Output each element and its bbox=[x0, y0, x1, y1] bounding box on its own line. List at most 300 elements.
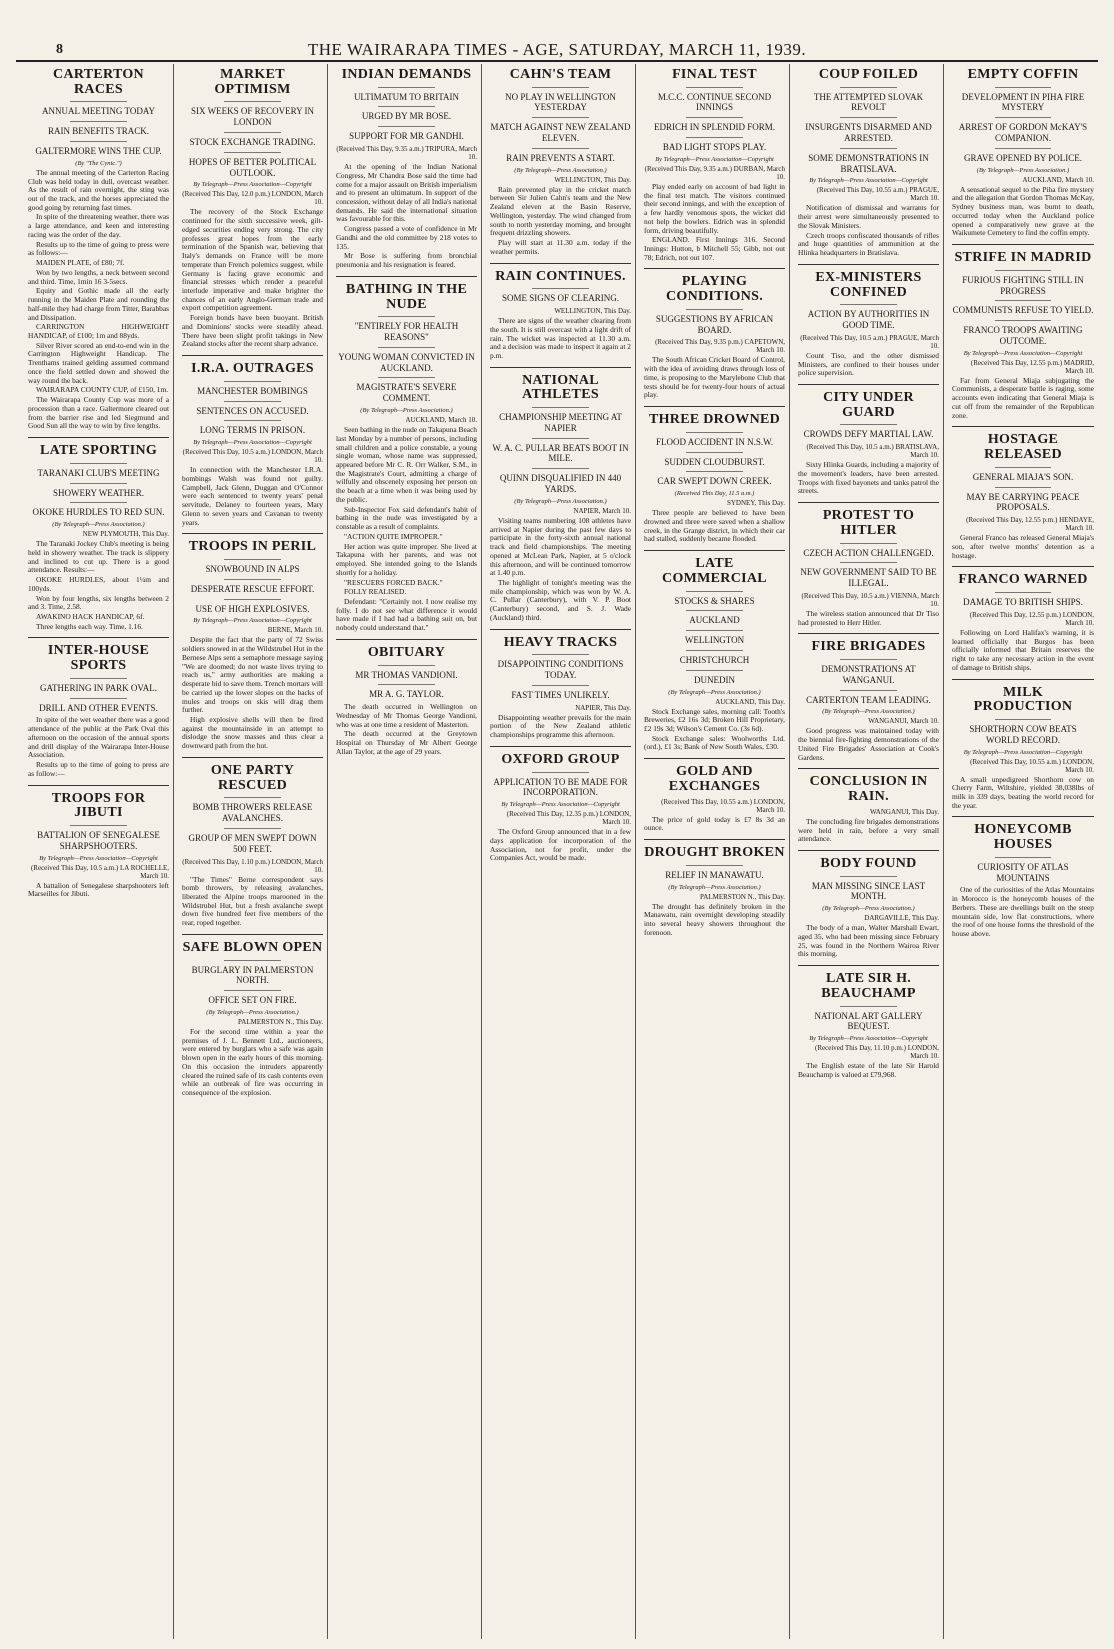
article-paragraph: For the second time within a year the premises of J. L. Bennett Ltd., auctioneers, were entered by burglars who a safe was again blown open in the early hours of this morning. On this occasion the intruders apparently cleared the ruined safe of its cash contents even while an outbreak of fire was occurring in consequence of the explosion. bbox=[182, 1027, 323, 1098]
article-body bbox=[798, 727, 939, 762]
article-paragraph: Won by two lengths, a neck between second and third. Time, 1min 16 3-5secs. bbox=[28, 267, 169, 286]
article-subheading: SUPPORT FOR MR GANDHI. bbox=[349, 131, 464, 142]
article-divider bbox=[644, 839, 785, 840]
article-subheading: DEVELOPMENT IN PIHA FIRE MYSTERY bbox=[961, 91, 1085, 113]
article-divider bbox=[336, 639, 477, 640]
article bbox=[182, 355, 323, 527]
article-paragraph: MAIDEN PLATE, of £80; 7f. bbox=[36, 258, 125, 268]
article-paragraph: The price of gold today is £7 8s 3d an ounce. bbox=[644, 814, 785, 833]
sub-rule bbox=[532, 772, 588, 773]
article bbox=[798, 850, 939, 959]
sub-rule bbox=[378, 316, 434, 317]
article-paragraph: There are signs of the weather clearing from the south. It is still overcast with a light drift of rain. The wicket was inspected at 11.30 a.m. and a decision was made to inspect it again at 2 p.m. bbox=[490, 316, 631, 360]
column-1 bbox=[24, 64, 174, 1639]
sub-rule bbox=[224, 579, 280, 580]
article-subheading: USE OF HIGH EXPLOSIVES. bbox=[195, 603, 310, 614]
article-dateline: AUCKLAND, This Day. bbox=[715, 697, 785, 706]
article-divider bbox=[644, 758, 785, 759]
article-headline: HOSTAGE RELEASED bbox=[984, 432, 1062, 463]
sub-rule bbox=[686, 591, 742, 592]
article-paragraph: High explosive shells will then be fired against the mountainside in an attempt to dislodge the snow masses and thus clear a downward path from the hut. bbox=[182, 715, 323, 751]
article-divider bbox=[952, 566, 1094, 567]
article bbox=[28, 68, 169, 431]
article bbox=[952, 566, 1094, 672]
article-paragraph: Disappointing weather prevails for the main portion of the New Zealand athletic championships programme this afternoon. bbox=[490, 712, 631, 740]
article bbox=[798, 633, 939, 762]
article-headline: BODY FOUND bbox=[820, 855, 917, 871]
sub-rule bbox=[686, 610, 742, 611]
sub-rule bbox=[686, 670, 742, 671]
article-body bbox=[182, 636, 323, 751]
article-subheading: BURGLARY IN PALMERSTON NORTH. bbox=[191, 964, 314, 986]
article-subheading: CROWDS DEFY MARTIAL LAW. bbox=[803, 429, 934, 440]
article-body bbox=[490, 714, 631, 740]
article-body bbox=[798, 1062, 939, 1079]
article-body bbox=[644, 708, 785, 753]
article bbox=[952, 816, 1094, 938]
article-paragraph: The South African Cricket Board of Control, with the idea of avoiding draws through loss of time, is proposing to the Marylebone Club that tests should be for twenty-four hours of actual play. bbox=[644, 355, 785, 400]
article-body bbox=[336, 163, 477, 270]
article-dateline: NEW PLYMOUTH, This Day. bbox=[82, 530, 169, 539]
article-divider bbox=[798, 384, 939, 385]
sub-rule bbox=[840, 543, 896, 544]
article-body bbox=[182, 1028, 323, 1098]
article-subheading: FAST TIMES UNLIKELY. bbox=[511, 689, 610, 700]
article-dateline: DARGAVILLE, This Day. bbox=[864, 914, 939, 923]
article-headline: CONCLUSION IN RAIN. bbox=[809, 774, 928, 805]
article-credit: (By Telegraph—Press Association.) bbox=[822, 708, 915, 716]
sub-rule bbox=[532, 654, 588, 655]
article-headline: LATE COMMERCIAL bbox=[662, 556, 767, 586]
article-subheading: RELIEF IN MANAWATU. bbox=[665, 869, 764, 880]
article-paragraph: WAIRARAPA COUNTY CUP, of £150, 1m. bbox=[36, 385, 169, 395]
article-paragraph: The Oxford Group announced that in a few days application for incorporation of the Association, not for profit, under the Companies Act, would be made. bbox=[490, 827, 631, 863]
sub-rule bbox=[224, 990, 280, 991]
article-subheading: RAIN PREVENTS A START. bbox=[506, 152, 615, 163]
article-paragraph: Far from General Miaja subjugating the Communists, a desperate battle is raging, some accounts even indicating that General Miaja is cut off from the remainder of the Republican zone. bbox=[952, 375, 1094, 420]
sub-rule bbox=[532, 288, 588, 289]
sub-rule bbox=[995, 300, 1052, 301]
sub-rule bbox=[686, 87, 742, 88]
article-subheading: QUINN DISQUALIFIED IN 440 YARDS. bbox=[499, 473, 622, 495]
article-paragraph: Seen bathing in the nude on Takapuna Beach last Monday by a number of persons, including small children and a police constable, a young single woman, whose name was suppressed, appeared before Mr C. R. Orr Walker, S.M., in the Magistrate's Court, admitting a charge of wilfully and obscenely exposing her person on the beach at a time when it was being used by the public. bbox=[336, 425, 477, 504]
article-headline: CARTERTON RACES bbox=[53, 67, 144, 97]
sub-rule bbox=[995, 87, 1052, 88]
article-credit: (By Telegraph—Press Association.) bbox=[360, 407, 453, 415]
article-divider bbox=[798, 633, 939, 634]
article-subheading: YOUNG WOMAN CONVICTED IN AUCKLAND. bbox=[338, 351, 475, 373]
sub-rule bbox=[224, 101, 280, 102]
article-paragraph: Silver River scored an end-to-end win in the Carrington Highweight Handicap. The Trenthams trained gelding assumed command once the field settled down and showed the way round the back. bbox=[28, 340, 169, 385]
article-divider bbox=[182, 934, 323, 935]
article-credit: By Telegraph—Press Association—Copyright bbox=[963, 349, 1083, 357]
article-body bbox=[28, 882, 169, 899]
article-dateline: (Received This Day, 12.55 p.m.) HENDAYE, March 10. bbox=[966, 516, 1094, 533]
article-subheading: CAR SWEPT DOWN CREEK. bbox=[657, 476, 772, 487]
article-dateline: (Received This Day, 12.35 p.m.) LONDON, March 10. bbox=[506, 810, 631, 827]
article-headline: MARKET OPTIMISM bbox=[214, 67, 291, 97]
article-divider bbox=[952, 244, 1094, 245]
article-paragraph: AWAKINO HACK HANDICAP, 6f. bbox=[36, 612, 145, 622]
article-headline: DROUGHT BROKEN bbox=[644, 845, 785, 861]
article bbox=[28, 437, 169, 631]
article-subheading: NEW GOVERNMENT SAID TO BE ILLEGAL. bbox=[800, 567, 937, 589]
article-subheading: FLOOD ACCIDENT IN N.S.W. bbox=[655, 436, 773, 447]
article-body bbox=[798, 461, 939, 496]
article-subheading: SUGGESTIONS BY AFRICAN BOARD. bbox=[655, 313, 774, 335]
article-paragraph: Rain prevented play in the cricket match between Sir Julien Cahn's team and the New Zealand eleven at the Basin Reserve, Wellington, yesterday. The wind changed from south to north yesterday morning, and brought frequent drizzling showers. bbox=[490, 184, 631, 238]
article-credit: (By Telegraph—Press Association.) bbox=[206, 1009, 299, 1016]
article-subheading: DAMAGE TO BRITISH SHIPS. bbox=[963, 597, 1083, 608]
article-headline: OBITUARY bbox=[367, 644, 446, 660]
article-body bbox=[336, 426, 477, 633]
article bbox=[798, 502, 939, 627]
article bbox=[952, 679, 1094, 811]
article-body bbox=[490, 828, 631, 863]
masthead-title: THE WAIRARAPA TIMES - AGE, SATURDAY, MARCH 11, 1939. bbox=[307, 40, 807, 59]
article-paragraph: OKOKE HURDLES, about 1¼m and 100yds. bbox=[28, 575, 169, 593]
article bbox=[644, 406, 785, 544]
article-paragraph: Three people are believed to have been drowned and three were saved when a shallow creek, in the Grange district, in which their car had stalled, suddenly became flooded. bbox=[644, 508, 785, 544]
article-paragraph: Congress passed a vote of confidence in Mr Gandhi and the old committee by 218 votes to 135. bbox=[336, 224, 477, 251]
article-divider bbox=[490, 263, 631, 264]
article-subheading: MR THOMAS VANDIONI. bbox=[355, 669, 458, 680]
article-dateline: (Received This Day, 9.35 p.m.) CAPETOWN, March 10. bbox=[655, 338, 785, 355]
sub-rule bbox=[686, 471, 742, 472]
column-2 bbox=[178, 64, 328, 1639]
article-paragraph: Defendant: "Certainly not. I now realise my folly. I do not see what difference it would have made if I had had a bathing suit on, but nobody could understand that." bbox=[336, 597, 477, 633]
article-divider bbox=[182, 533, 323, 534]
article-dateline: (Received This Day, 10.55 a.m.) PRAGUE, March 10. bbox=[816, 186, 939, 203]
article-paragraph: Following on Lord Halifax's warning, it is learned officially that Burgos has been officially informed that Britain reserves the right to take any necessary action in the event of damage to British ships. bbox=[952, 627, 1094, 672]
article-paragraph: In spite of the wet weather there was a good attendance of the public at the Park Oval this afternoon on the occasion of the annual sports and drill display of the Wairarapa Inter-House Association. bbox=[28, 715, 169, 760]
article-paragraph: The concluding fire brigades demonstrations were held in rain, before a very small attendance. bbox=[798, 816, 939, 844]
sub-rule bbox=[840, 424, 896, 425]
sub-rule bbox=[995, 592, 1052, 593]
article-subheading: GENERAL MIAJA'S SON. bbox=[972, 471, 1074, 482]
article-credit: By Telegraph—Press Association—Copyright bbox=[809, 177, 928, 185]
article-body bbox=[28, 716, 169, 778]
article-dateline: (Received This Day, 10.55 a.m.) LONDON, March 10. bbox=[661, 797, 785, 814]
article-divider bbox=[952, 426, 1094, 427]
article-headline: BATHING IN THE NUDE bbox=[345, 281, 468, 312]
article-paragraph: General Franco has released General Miaja's son, after twelve months' detention as a hostage. bbox=[952, 533, 1094, 560]
article-subheading: SENTENCES ON ACCUSED. bbox=[196, 405, 309, 416]
article-body bbox=[182, 876, 323, 928]
article-paragraph: Results up to the time of going to press are as follow:— bbox=[28, 760, 169, 778]
article-subheading: WELLINGTON bbox=[684, 635, 745, 646]
article-headline: PLAYING CONDITIONS. bbox=[665, 274, 764, 305]
article-subheading: BATTALION OF SENEGALESE SHARPSHOOTERS. bbox=[37, 829, 160, 851]
sub-rule bbox=[378, 87, 434, 88]
article-paragraph: The drought has definitely broken in the Manawatu, rain overnight developing steadily into several heavy showers throughout the forenoon. bbox=[644, 901, 785, 937]
article-subheading: ACTION BY AUTHORITIES IN GOOD TIME. bbox=[807, 309, 930, 331]
article-paragraph: Mr Bose is suffering from bronchial pneumonia and his resignation is feared. bbox=[336, 251, 477, 270]
article-paragraph: A sensational sequel to the Piha fire mystery and the allegation that Gordon Thomas McKay, Sydney business man, was burnt to death, occurred today when the Auckland police opened a comparatively new grave at the Waikumete Cemetery to find the coffin empty. bbox=[952, 184, 1094, 238]
article bbox=[490, 629, 631, 740]
article-divider bbox=[798, 502, 939, 503]
article-credit: (By Telegraph—Press Association.) bbox=[976, 166, 1070, 174]
article-credit: By Telegraph—Press Association—Copyright bbox=[193, 617, 312, 625]
article bbox=[952, 244, 1094, 420]
article-paragraph: Visiting teams numbering 108 athletes have arrived at Napier during the past few days to participate in the forty-sixth annual national track and field championships. The meeting opened at McLean Park, Napier, at 5 o'clock this afternoon, and will be continued tomorrow at 1.40 p.m. bbox=[490, 515, 631, 578]
article-headline: HEAVY TRACKS bbox=[503, 634, 618, 650]
article-dateline: (Received This Day, 10.5 a.m.) LONDON, March 10. bbox=[182, 448, 323, 465]
article-body bbox=[490, 317, 631, 361]
article bbox=[644, 268, 785, 400]
sub-rule bbox=[224, 797, 280, 798]
article bbox=[644, 839, 785, 937]
article bbox=[182, 934, 323, 1098]
article-subheading: OKOKE HURDLES TO RED SUN. bbox=[32, 507, 165, 518]
article-subheading: SOME SIGNS OF CLEARING. bbox=[501, 293, 619, 304]
sub-rule bbox=[686, 865, 742, 866]
article-dateline: WELLINGTON, This Day. bbox=[554, 175, 631, 184]
article-subheading: SNOWBOUND IN ALPS bbox=[205, 564, 300, 575]
article-dateline: SYDNEY, This Day. bbox=[726, 499, 785, 508]
sub-rule bbox=[995, 270, 1052, 271]
article-subheading: STOCK EXCHANGE TRADING. bbox=[189, 136, 316, 147]
masthead bbox=[16, 34, 1098, 62]
sub-rule bbox=[224, 960, 280, 961]
article-body bbox=[28, 540, 169, 631]
sub-rule bbox=[840, 87, 896, 88]
article-credit: (By Telegraph—Press Association.) bbox=[668, 688, 761, 696]
sub-rule bbox=[70, 121, 126, 122]
article-divider bbox=[644, 268, 785, 269]
sub-rule bbox=[995, 857, 1052, 858]
sub-rule bbox=[686, 309, 742, 310]
sub-rule bbox=[70, 141, 126, 142]
article-dateline: (Received This Day, 12.55 p.m.) LONDON, March 10. bbox=[969, 610, 1094, 627]
article-body bbox=[644, 903, 785, 938]
article-subheading: BOMB THROWERS RELEASE AVALANCHES. bbox=[192, 802, 313, 824]
article-dateline: BERNE, March 10. bbox=[267, 626, 323, 635]
article-dateline: NAPIER, This Day. bbox=[575, 703, 631, 712]
article-paragraph: A battalion of Senegalese sharpshooters left Marseilles for Jibuti. bbox=[28, 880, 169, 899]
article-subheading: CHRISTCHURCH bbox=[679, 654, 750, 665]
sub-rule bbox=[224, 828, 280, 829]
article bbox=[490, 263, 631, 361]
article-subheading: APPLICATION TO BE MADE FOR INCORPORATION. bbox=[493, 776, 628, 798]
article bbox=[182, 533, 323, 751]
article-body bbox=[798, 818, 939, 844]
article-credit: (By Telegraph—Press Association.) bbox=[514, 497, 607, 505]
column-7 bbox=[948, 64, 1098, 1639]
article-body bbox=[336, 703, 477, 756]
article-headline: INDIAN DEMANDS bbox=[341, 67, 472, 82]
article-paragraph: "RESCUERS FORCED BACK." bbox=[344, 577, 443, 587]
column-5 bbox=[640, 64, 790, 1639]
sub-rule bbox=[840, 876, 896, 877]
article-body bbox=[798, 352, 939, 378]
article-dateline: AUCKLAND, March 10. bbox=[405, 416, 477, 425]
article-headline: EX-MINISTERS CONFINED bbox=[815, 269, 922, 300]
article-divider bbox=[490, 629, 631, 630]
article bbox=[798, 768, 939, 844]
sub-rule bbox=[378, 106, 434, 107]
article-credit: By Telegraph—Press Association—Copyright bbox=[193, 181, 312, 189]
article bbox=[798, 68, 939, 258]
article bbox=[28, 637, 169, 778]
article-divider bbox=[182, 355, 323, 356]
article bbox=[798, 965, 939, 1079]
article-body bbox=[952, 186, 1094, 238]
sub-rule bbox=[686, 432, 742, 433]
article-subheading: SOME DEMONSTRATIONS IN BRATISLAVA. bbox=[808, 152, 929, 174]
article-headline: CAHN'S TEAM bbox=[509, 67, 612, 82]
article-subheading: DEMONSTRATIONS AT WANGANUI. bbox=[821, 664, 916, 685]
article bbox=[336, 68, 477, 270]
sub-rule bbox=[532, 407, 588, 408]
article-dateline: WANGANUI, March 10. bbox=[868, 717, 939, 726]
sub-rule bbox=[224, 152, 280, 153]
article bbox=[798, 264, 939, 378]
columns-container bbox=[24, 64, 1106, 1644]
sub-rule bbox=[840, 117, 896, 118]
sub-rule bbox=[70, 463, 126, 464]
article-subheading: DRILL AND OTHER EVENTS. bbox=[39, 702, 158, 713]
article-body bbox=[644, 356, 785, 400]
article-headline: TROOPS FOR JIBUTI bbox=[51, 790, 146, 821]
article-dateline: NAPIER, March 10. bbox=[573, 506, 631, 515]
sub-rule bbox=[840, 1006, 896, 1007]
article-paragraph: In connection with the Manchester I.R.A. bombings Walsh was found not guilty. Campbell, Jack Glenn, Duggan and O'Connor were each sentenced to twenty years' penal servitude, Delaney to fourteen years, Mary Glenn to seven years and Cavanan to twenty years. bbox=[182, 465, 323, 527]
sub-rule bbox=[224, 401, 280, 402]
article-subheading: URGED BY MR BOSE. bbox=[361, 111, 452, 122]
article-paragraph: In spite of the threatening weather, there was a large attendance, and keen and interesting racing was the order of the day. bbox=[28, 212, 169, 239]
article-subheading: MR A. G. TAYLOR. bbox=[369, 689, 444, 700]
article-subheading: THE ATTEMPTED SLOVAK REVOLT bbox=[813, 91, 924, 113]
article-headline: FIRE BRIGADES bbox=[811, 639, 926, 655]
article-subheading: GROUP OF MEN SWEPT DOWN 500 FEET. bbox=[188, 832, 317, 854]
article-subheading: TARANAKI CLUB'S MEETING bbox=[37, 467, 160, 478]
article-divider bbox=[28, 637, 169, 638]
sub-rule bbox=[378, 347, 434, 348]
article-subheading: MATCH AGAINST NEW ZEALAND ELEVEN. bbox=[490, 122, 631, 144]
article-dateline: AUCKLAND, March 10. bbox=[1022, 175, 1094, 184]
article-paragraph: Foreign bonds have been buoyant. British and Dominions' stocks were steadily ahead. There have been slight profit takings in New Zealand stocks after the recent sharp advance. bbox=[182, 313, 323, 349]
article-paragraph: Sub-Inspector Fox said defendant's habit of bathing in the nude was investigated by a constable as a result of complaints. bbox=[336, 504, 477, 532]
article-subheading: GATHERING IN PARK OVAL. bbox=[39, 682, 157, 693]
article-paragraph: One of the curiosities of the Atlas Mountains in Morocco is the honeycomb houses of the Berbers. These are dwellings built on the steep mountain side, low flat constructions, where the roof of one house forms the threshold of the house above. bbox=[952, 885, 1094, 939]
article-dateline: WELLINGTON, This Day. bbox=[554, 307, 631, 316]
article bbox=[490, 746, 631, 863]
sub-rule bbox=[224, 420, 280, 421]
article-body bbox=[798, 610, 939, 627]
article-divider bbox=[490, 746, 631, 747]
article-subheading: GALTERMORE WINS THE CUP. bbox=[35, 145, 162, 156]
article bbox=[644, 68, 785, 262]
article-body bbox=[644, 509, 785, 544]
article-headline: GOLD AND EXCHANGES bbox=[668, 764, 761, 794]
sub-rule bbox=[70, 483, 126, 484]
article-credit: (By Telegraph—Press Association.) bbox=[514, 166, 607, 174]
article-paragraph: FOLLY REALISED. bbox=[344, 587, 407, 597]
article-paragraph: The English estate of the late Sir Harold Beauchamp is valued at £79,968. bbox=[798, 1061, 939, 1079]
article-dateline: (Received This Day, 11.10 p.m.) LONDON, March 10. bbox=[815, 1044, 939, 1061]
article-paragraph: Good progress was maintained today with the biennial fire-fighting demonstrations of the United Fire Brigades' Association at Cook's Gardens. bbox=[798, 726, 939, 762]
article-subheading: SIX WEEKS OF RECOVERY IN LONDON bbox=[190, 106, 314, 128]
article-dateline: PALMERSTON N., This Day. bbox=[700, 892, 785, 901]
article-body bbox=[182, 466, 323, 527]
article-subheading: AUCKLAND bbox=[689, 615, 740, 626]
article-body bbox=[490, 186, 631, 257]
article-headline: COUP FOILED bbox=[818, 67, 919, 82]
article-paragraph: "The Times" Berne correspondent says bomb throwers, by releasing avalanches, liberated the Alpine troops marooned in the Wildstrubel Hut, but a fresh avalanche swept down five hundred feet five members of the rear, roped together. bbox=[182, 874, 323, 928]
article-subheading: M.C.C. CONTINUE SECOND INNINGS bbox=[657, 91, 772, 113]
article-subheading: SHOWERY WEATHER. bbox=[53, 487, 144, 498]
article bbox=[644, 550, 785, 752]
article-subheading: INSURGENTS DISARMED AND ARRESTED. bbox=[805, 122, 932, 144]
sub-rule bbox=[840, 304, 896, 305]
article-paragraph: The Taranaki Jockey Club's meeting is being held in showery weather. The track is slippery and inclined to cut up. There is a good attendance. Results:— bbox=[28, 539, 169, 575]
article-paragraph: The recovery of the Stock Exchange continued for the sixth successive week, gilt-edged securities ending very strong. The city professes great hopes from the early termination of the Spanish war, believing that Italy's demands on France will be more temperate than French polemics suggest, while Germany is facing grave economic and financial stresses which render a peaceful interlude imperative and make brighter the chances of an early Anglo-German trade and export competition agreement. bbox=[182, 207, 323, 313]
article-subheading: ARREST OF GORDON McKAY'S COMPANION. bbox=[958, 122, 1088, 144]
article-headline: PROTEST TO HITLER bbox=[822, 508, 915, 538]
article bbox=[336, 276, 477, 633]
article-headline: SAFE BLOWN OPEN bbox=[182, 939, 323, 955]
article-paragraph: "ACTION QUITE IMPROPER." bbox=[344, 531, 443, 541]
article-divider bbox=[798, 850, 939, 851]
article-subheading: ULTIMATUM TO BRITAIN bbox=[353, 91, 460, 102]
article-subheading: NATIONAL ART GALLERY BEQUEST. bbox=[814, 1010, 923, 1032]
article-paragraph: The death occurred in Wellington on Wednesday of Mr Thomas George Vandioni, who was at one time a resident of Masterton. bbox=[336, 702, 477, 729]
article-paragraph: At the opening of the Indian National Congress, Mr Chandra Bose said the time had come for a major assault on British imperialism and to present an ultimatum. In support of the concession, without delay of all India's national demands. He said the international situation was favourable for this. bbox=[336, 162, 478, 224]
article-subheading: FURIOUS FIGHTING STILL IN PROGRESS bbox=[962, 274, 1084, 296]
article-dateline: (Received This Day, 9.35 a.m.) DURBAN, March 10. bbox=[644, 164, 785, 181]
sub-rule bbox=[840, 690, 896, 691]
page-number: 8 bbox=[56, 42, 63, 57]
article-paragraph: CARRINGTON HIGHWEIGHT HANDICAP, of £100; 1m and 88yds. bbox=[28, 322, 169, 340]
article-dateline: (Received This Day, 12.55 p.m.) MADRID, March 10. bbox=[970, 358, 1094, 375]
sub-rule bbox=[532, 438, 588, 439]
article-subheading: MAN MISSING SINCE LAST MONTH. bbox=[811, 880, 926, 902]
article-paragraph: Results up to the time of going to press were as follows:— bbox=[28, 239, 169, 258]
article-body bbox=[952, 377, 1094, 421]
article-subheading: CZECH ACTION CHALLENGED. bbox=[803, 547, 934, 558]
sub-rule bbox=[532, 117, 588, 118]
article-headline: RAIN CONTINUES. bbox=[495, 268, 626, 284]
article-headline: ONE PARTY RESCUED bbox=[210, 762, 295, 793]
article-credit: By Telegraph—Press Association—Copyright bbox=[501, 801, 620, 809]
article-headline: FINAL TEST bbox=[672, 67, 757, 82]
article-divider bbox=[952, 816, 1094, 817]
article-headline: NATIONAL ATHLETES bbox=[522, 372, 599, 403]
article-headline: LATE SIR H. BEAUCHAMP bbox=[821, 971, 916, 1001]
article bbox=[644, 758, 785, 833]
article-subheading: CHAMPIONSHIP MEETING AT NAPIER bbox=[499, 412, 622, 433]
article-paragraph: A small unpedigreed Shorthorn cow on Cherry Farm, Wiltshire, yielded 38,038lbs of milk in 339 days, beating the world record for the year. bbox=[952, 774, 1094, 810]
article-subheading: W. A. C. PULLAR BEATS BOOT IN MILE. bbox=[492, 442, 629, 464]
article-paragraph: The body of a man, Walter Marshall Ewart, aged 35, who had been missing since February 25, was found in the Northern Wairoa River this morning. bbox=[798, 923, 939, 959]
sub-rule bbox=[840, 659, 896, 660]
article-subheading: CARTERTON TEAM LEADING. bbox=[806, 694, 931, 705]
sub-rule bbox=[686, 630, 742, 631]
article-headline: INTER-HOUSE SPORTS bbox=[47, 643, 150, 674]
article-dateline: WANGANUI, This Day. bbox=[869, 807, 939, 816]
sub-rule bbox=[70, 698, 126, 699]
article-subheading: ANNUAL MEETING TODAY bbox=[42, 106, 155, 117]
article-credit: (By "The Cynic.") bbox=[75, 159, 122, 167]
article-subheading: COMMUNISTS REFUSE TO YIELD. bbox=[952, 305, 1094, 316]
article bbox=[952, 426, 1094, 560]
article-headline: LATE SPORTING bbox=[39, 443, 158, 459]
article-body bbox=[490, 517, 631, 623]
sub-rule bbox=[378, 377, 434, 378]
article-body bbox=[952, 629, 1094, 673]
article bbox=[182, 757, 323, 928]
